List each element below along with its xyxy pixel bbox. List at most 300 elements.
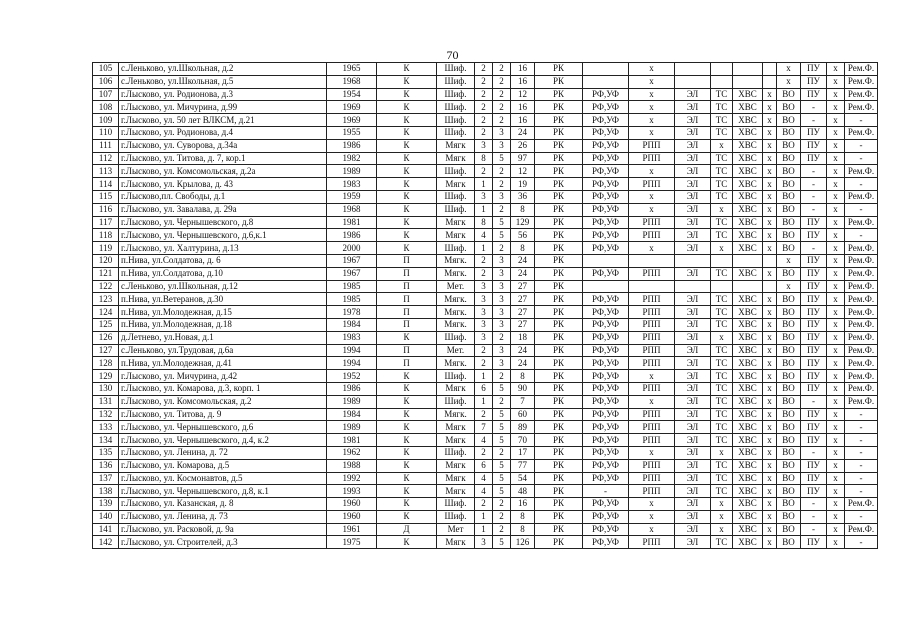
cell-address: с.Леньково, ул.Школьная, д.5 (119, 75, 327, 88)
cell-hot-water: х (763, 331, 777, 344)
cell-hot-water: х (763, 203, 777, 216)
cell-repair-fund: Рем.Ф. (845, 344, 878, 357)
cell-fund-type: РФ,УФ (583, 318, 629, 331)
cell-fund-type: РФ,УФ (583, 126, 629, 139)
cell-hot-water: х (763, 498, 777, 511)
cell-electricity: ЭЛ (675, 370, 711, 383)
cell-row-number: 130 (93, 382, 119, 395)
cell-floors: 3 (493, 126, 511, 139)
cell-cold-water: ХВС (733, 498, 763, 511)
cell-cold-water: ХВС (733, 370, 763, 383)
cell-year-built: 1967 (327, 254, 377, 267)
table-row (93, 498, 878, 511)
cell-repair-type: РПП (629, 216, 675, 229)
cell-repair-type: РПП (629, 536, 675, 549)
cell-year-built: 1969 (327, 114, 377, 127)
cell-floors: 2 (493, 331, 511, 344)
cell-repair-fund: Рем.Ф. (845, 88, 878, 101)
cell-heat-supply: ТС (711, 344, 733, 357)
cell-drainage: ВО (777, 114, 801, 127)
cell-heating: РК (535, 434, 583, 447)
table-row (93, 114, 878, 127)
cell-fund-type: РФ,УФ (583, 190, 629, 203)
cell-hot-water: х (763, 421, 777, 434)
cell-repair-type: х (629, 523, 675, 536)
cell-repair-type: РПП (629, 306, 675, 319)
cell-floors: 5 (493, 152, 511, 165)
cell-year-built: 1969 (327, 101, 377, 114)
cell-fund-type: РФ,УФ (583, 306, 629, 319)
cell-fund-type: РФ,УФ (583, 536, 629, 549)
cell-apartments: 8 (511, 203, 535, 216)
cell-heating: РК (535, 165, 583, 178)
cell-entrances: 3 (475, 190, 493, 203)
table-row (93, 523, 878, 536)
cell-metering: - (801, 101, 827, 114)
cell-cold-water: ХВС (733, 344, 763, 357)
cell-fund-type: РФ,УФ (583, 203, 629, 216)
cell-roof-type: Мягк. (437, 357, 475, 370)
cell-gas: х (827, 88, 845, 101)
cell-floors: 5 (493, 216, 511, 229)
cell-heat-supply: х (711, 523, 733, 536)
cell-heat-supply: ТС (711, 152, 733, 165)
cell-heat-supply: х (711, 498, 733, 511)
cell-electricity: ЭЛ (675, 485, 711, 498)
cell-repair-fund: - (845, 510, 878, 523)
cell-year-built: 1975 (327, 536, 377, 549)
cell-wall-material: К (377, 382, 437, 395)
cell-metering: ПУ (801, 152, 827, 165)
cell-cold-water: ХВС (733, 318, 763, 331)
cell-heating: РК (535, 126, 583, 139)
cell-year-built: 1959 (327, 190, 377, 203)
cell-address: п.Нива, ул.Молодежная, д.18 (119, 318, 327, 331)
cell-year-built: 1981 (327, 434, 377, 447)
cell-entrances: 2 (475, 408, 493, 421)
cell-heat-supply: ТС (711, 293, 733, 306)
cell-wall-material: К (377, 126, 437, 139)
cell-year-built: 1984 (327, 318, 377, 331)
cell-floors: 3 (493, 318, 511, 331)
cell-year-built: 1994 (327, 344, 377, 357)
cell-fund-type (583, 254, 629, 267)
cell-roof-type: Шиф. (437, 510, 475, 523)
cell-drainage: ВО (777, 203, 801, 216)
cell-heating: РК (535, 459, 583, 472)
table-row (93, 88, 878, 101)
cell-wall-material: Д (377, 523, 437, 536)
cell-address: г.Лысково, ул. Расковой, д. 9а (119, 523, 327, 536)
cell-floors: 2 (493, 370, 511, 383)
cell-entrances: 1 (475, 203, 493, 216)
cell-entrances: 2 (475, 114, 493, 127)
cell-gas: х (827, 331, 845, 344)
cell-gas: х (827, 523, 845, 536)
cell-gas: х (827, 370, 845, 383)
cell-electricity: ЭЛ (675, 536, 711, 549)
cell-row-number: 118 (93, 229, 119, 242)
cell-roof-type: Мягк (437, 472, 475, 485)
cell-metering: ПУ (801, 459, 827, 472)
cell-repair-fund: - (845, 446, 878, 459)
cell-entrances: 2 (475, 165, 493, 178)
cell-entrances: 3 (475, 306, 493, 319)
table-row (93, 421, 878, 434)
cell-address: д.Летнево, ул.Новая, д.1 (119, 331, 327, 344)
cell-roof-type: Шиф. (437, 75, 475, 88)
cell-cold-water: ХВС (733, 293, 763, 306)
cell-repair-type: РПП (629, 229, 675, 242)
cell-address: г.Лысково, ул. Титова, д. 7, кор.1 (119, 152, 327, 165)
cell-year-built: 1994 (327, 357, 377, 370)
cell-metering: ПУ (801, 382, 827, 395)
cell-row-number: 127 (93, 344, 119, 357)
cell-address: с.Леньково, ул.Трудовая, д.6а (119, 344, 327, 357)
cell-gas: х (827, 306, 845, 319)
cell-heating: РК (535, 485, 583, 498)
cell-apartments: 7 (511, 395, 535, 408)
cell-cold-water: ХВС (733, 459, 763, 472)
cell-repair-fund: - (845, 459, 878, 472)
cell-year-built: 1986 (327, 382, 377, 395)
table-row (93, 203, 878, 216)
cell-roof-type: Шиф. (437, 190, 475, 203)
cell-fund-type: - (583, 485, 629, 498)
cell-cold-water: ХВС (733, 88, 763, 101)
cell-wall-material: П (377, 293, 437, 306)
cell-fund-type: РФ,УФ (583, 421, 629, 434)
cell-apartments: 97 (511, 152, 535, 165)
cell-repair-type: РПП (629, 139, 675, 152)
cell-address: г.Лысково, ул. Халтурина, д.13 (119, 242, 327, 255)
cell-repair-fund: Рем.Ф. (845, 357, 878, 370)
cell-wall-material: К (377, 101, 437, 114)
cell-repair-type: РПП (629, 459, 675, 472)
cell-apartments: 16 (511, 101, 535, 114)
cell-row-number: 124 (93, 306, 119, 319)
cell-repair-type: РПП (629, 178, 675, 191)
cell-floors: 2 (493, 395, 511, 408)
cell-row-number: 138 (93, 485, 119, 498)
cell-gas: х (827, 498, 845, 511)
cell-wall-material: К (377, 485, 437, 498)
cell-cold-water: ХВС (733, 114, 763, 127)
cell-gas: х (827, 485, 845, 498)
table-row (93, 446, 878, 459)
cell-wall-material: К (377, 498, 437, 511)
cell-fund-type: РФ,УФ (583, 242, 629, 255)
cell-address: п.Нива, ул.Молодежная, д.15 (119, 306, 327, 319)
cell-floors: 5 (493, 485, 511, 498)
cell-roof-type: Мягк (437, 229, 475, 242)
cell-address: г.Лысково, ул. Ленина, д. 72 (119, 446, 327, 459)
cell-wall-material: К (377, 63, 437, 76)
cell-row-number: 105 (93, 63, 119, 76)
cell-row-number: 133 (93, 421, 119, 434)
cell-metering: - (801, 203, 827, 216)
cell-wall-material: К (377, 190, 437, 203)
cell-floors: 3 (493, 267, 511, 280)
cell-electricity: ЭЛ (675, 114, 711, 127)
cell-row-number: 121 (93, 267, 119, 280)
cell-heat-supply: ТС (711, 267, 733, 280)
cell-row-number: 142 (93, 536, 119, 549)
cell-cold-water (733, 63, 763, 76)
cell-heating: РК (535, 510, 583, 523)
cell-repair-type: х (629, 370, 675, 383)
cell-floors: 5 (493, 229, 511, 242)
cell-drainage: х (777, 254, 801, 267)
cell-hot-water: х (763, 536, 777, 549)
table-row (93, 229, 878, 242)
cell-repair-type: РПП (629, 472, 675, 485)
cell-wall-material: К (377, 459, 437, 472)
cell-row-number: 110 (93, 126, 119, 139)
cell-year-built: 1968 (327, 203, 377, 216)
cell-heat-supply: х (711, 203, 733, 216)
cell-metering: ПУ (801, 536, 827, 549)
cell-cold-water: ХВС (733, 165, 763, 178)
table-row (93, 434, 878, 447)
cell-electricity: ЭЛ (675, 203, 711, 216)
cell-entrances: 6 (475, 459, 493, 472)
cell-repair-type: х (629, 101, 675, 114)
cell-drainage: ВО (777, 536, 801, 549)
cell-entrances: 2 (475, 344, 493, 357)
cell-roof-type: Мягк (437, 152, 475, 165)
cell-floors: 2 (493, 523, 511, 536)
cell-electricity: ЭЛ (675, 318, 711, 331)
cell-cold-water: ХВС (733, 472, 763, 485)
cell-address: г.Лысково, ул. Родионова, д.4 (119, 126, 327, 139)
cell-apartments: 90 (511, 382, 535, 395)
cell-repair-type: РПП (629, 318, 675, 331)
cell-hot-water: х (763, 395, 777, 408)
cell-drainage: ВО (777, 510, 801, 523)
table-row (93, 63, 878, 76)
cell-heat-supply: ТС (711, 370, 733, 383)
cell-fund-type: РФ,УФ (583, 382, 629, 395)
cell-roof-type: Мягк. (437, 293, 475, 306)
cell-fund-type: РФ,УФ (583, 88, 629, 101)
cell-floors: 2 (493, 498, 511, 511)
cell-floors: 2 (493, 88, 511, 101)
cell-address: п.Нива, ул.Ветеранов, д.30 (119, 293, 327, 306)
cell-entrances: 2 (475, 498, 493, 511)
cell-repair-type: х (629, 165, 675, 178)
cell-repair-fund: - (845, 114, 878, 127)
cell-cold-water (733, 280, 763, 293)
table-row (93, 165, 878, 178)
cell-gas: х (827, 344, 845, 357)
cell-roof-type: Шиф. (437, 395, 475, 408)
cell-year-built: 1962 (327, 446, 377, 459)
cell-heating: РК (535, 472, 583, 485)
cell-heat-supply: ТС (711, 101, 733, 114)
cell-drainage: ВО (777, 382, 801, 395)
cell-electricity: ЭЛ (675, 229, 711, 242)
cell-roof-type: Мягк. (437, 306, 475, 319)
cell-metering: ПУ (801, 254, 827, 267)
cell-hot-water: х (763, 344, 777, 357)
cell-heating: РК (535, 229, 583, 242)
cell-hot-water: х (763, 152, 777, 165)
cell-electricity: ЭЛ (675, 88, 711, 101)
cell-repair-fund: Рем.Ф. (845, 254, 878, 267)
cell-row-number: 123 (93, 293, 119, 306)
cell-row-number: 139 (93, 498, 119, 511)
cell-year-built: 1955 (327, 126, 377, 139)
cell-metering: ПУ (801, 267, 827, 280)
cell-electricity (675, 75, 711, 88)
cell-cold-water: ХВС (733, 523, 763, 536)
cell-fund-type: РФ,УФ (583, 267, 629, 280)
cell-apartments: 24 (511, 344, 535, 357)
cell-metering: ПУ (801, 280, 827, 293)
cell-drainage: ВО (777, 344, 801, 357)
cell-apartments: 54 (511, 472, 535, 485)
cell-cold-water: ХВС (733, 203, 763, 216)
cell-repair-fund: - (845, 408, 878, 421)
cell-hot-water: х (763, 459, 777, 472)
cell-hot-water (763, 280, 777, 293)
cell-heating: РК (535, 88, 583, 101)
cell-apartments: 26 (511, 139, 535, 152)
cell-heat-supply (711, 280, 733, 293)
cell-drainage: ВО (777, 242, 801, 255)
cell-year-built: 1952 (327, 370, 377, 383)
cell-repair-type: х (629, 88, 675, 101)
cell-repair-fund: Рем.Ф. (845, 306, 878, 319)
table-row (93, 318, 878, 331)
table-row (93, 75, 878, 88)
cell-metering: ПУ (801, 472, 827, 485)
cell-gas: х (827, 190, 845, 203)
cell-drainage: х (777, 63, 801, 76)
cell-electricity: ЭЛ (675, 293, 711, 306)
cell-repair-fund: - (845, 229, 878, 242)
cell-floors: 3 (493, 280, 511, 293)
cell-fund-type: РФ,УФ (583, 523, 629, 536)
cell-hot-water (763, 63, 777, 76)
cell-address: г.Лысково, ул. Строителей, д.3 (119, 536, 327, 549)
cell-heat-supply: ТС (711, 395, 733, 408)
cell-gas: х (827, 139, 845, 152)
cell-roof-type: Шиф. (437, 498, 475, 511)
cell-heating: РК (535, 395, 583, 408)
cell-electricity: ЭЛ (675, 523, 711, 536)
cell-wall-material: П (377, 267, 437, 280)
cell-wall-material: К (377, 139, 437, 152)
cell-electricity: ЭЛ (675, 510, 711, 523)
cell-year-built: 1985 (327, 280, 377, 293)
cell-address: г.Лысково, ул. Мичурина, д.99 (119, 101, 327, 114)
cell-hot-water: х (763, 434, 777, 447)
cell-floors: 5 (493, 536, 511, 549)
cell-metering: - (801, 498, 827, 511)
cell-gas: х (827, 101, 845, 114)
cell-wall-material: К (377, 408, 437, 421)
cell-apartments: 18 (511, 331, 535, 344)
cell-year-built: 1983 (327, 178, 377, 191)
cell-roof-type: Шиф. (437, 126, 475, 139)
table-row (93, 242, 878, 255)
cell-apartments: 129 (511, 216, 535, 229)
cell-repair-type: РПП (629, 485, 675, 498)
cell-hot-water: х (763, 357, 777, 370)
cell-fund-type: РФ,УФ (583, 165, 629, 178)
cell-cold-water: ХВС (733, 421, 763, 434)
cell-apartments: 12 (511, 165, 535, 178)
cell-roof-type: Мягк. (437, 254, 475, 267)
cell-cold-water: ХВС (733, 126, 763, 139)
cell-repair-type: РПП (629, 152, 675, 165)
cell-drainage: ВО (777, 434, 801, 447)
cell-roof-type: Шиф. (437, 101, 475, 114)
cell-repair-type (629, 280, 675, 293)
cell-apartments: 36 (511, 190, 535, 203)
cell-fund-type: РФ,УФ (583, 370, 629, 383)
cell-floors: 5 (493, 459, 511, 472)
page-number: 70 (446, 48, 459, 62)
cell-roof-type: Шиф. (437, 331, 475, 344)
cell-row-number: 120 (93, 254, 119, 267)
cell-heating: РК (535, 370, 583, 383)
cell-row-number: 137 (93, 472, 119, 485)
cell-year-built: 1992 (327, 472, 377, 485)
cell-metering: - (801, 242, 827, 255)
cell-floors: 5 (493, 421, 511, 434)
cell-electricity: ЭЛ (675, 242, 711, 255)
cell-floors: 5 (493, 472, 511, 485)
cell-row-number: 131 (93, 395, 119, 408)
cell-entrances: 6 (475, 382, 493, 395)
cell-entrances: 2 (475, 126, 493, 139)
cell-metering: ПУ (801, 357, 827, 370)
cell-electricity (675, 280, 711, 293)
cell-address: г.Лысково, ул. Суворова, д.34а (119, 139, 327, 152)
cell-fund-type: РФ,УФ (583, 139, 629, 152)
cell-gas: х (827, 126, 845, 139)
cell-heating: РК (535, 306, 583, 319)
cell-gas: х (827, 203, 845, 216)
cell-drainage: ВО (777, 101, 801, 114)
cell-apartments: 19 (511, 178, 535, 191)
cell-row-number: 112 (93, 152, 119, 165)
cell-repair-fund: Рем.Ф. (845, 75, 878, 88)
cell-row-number: 141 (93, 523, 119, 536)
cell-hot-water: х (763, 229, 777, 242)
cell-repair-type: х (629, 395, 675, 408)
cell-hot-water: х (763, 510, 777, 523)
cell-gas: х (827, 293, 845, 306)
cell-apartments: 24 (511, 267, 535, 280)
cell-roof-type: Мягк (437, 434, 475, 447)
cell-heat-supply: ТС (711, 421, 733, 434)
cell-metering: ПУ (801, 344, 827, 357)
cell-metering: - (801, 165, 827, 178)
cell-drainage: ВО (777, 357, 801, 370)
table-row (93, 357, 878, 370)
cell-drainage: ВО (777, 267, 801, 280)
cell-row-number: 107 (93, 88, 119, 101)
table-row (93, 459, 878, 472)
cell-roof-type: Мягк. (437, 408, 475, 421)
cell-roof-type: Мягк (437, 178, 475, 191)
cell-entrances: 4 (475, 485, 493, 498)
cell-drainage: ВО (777, 523, 801, 536)
